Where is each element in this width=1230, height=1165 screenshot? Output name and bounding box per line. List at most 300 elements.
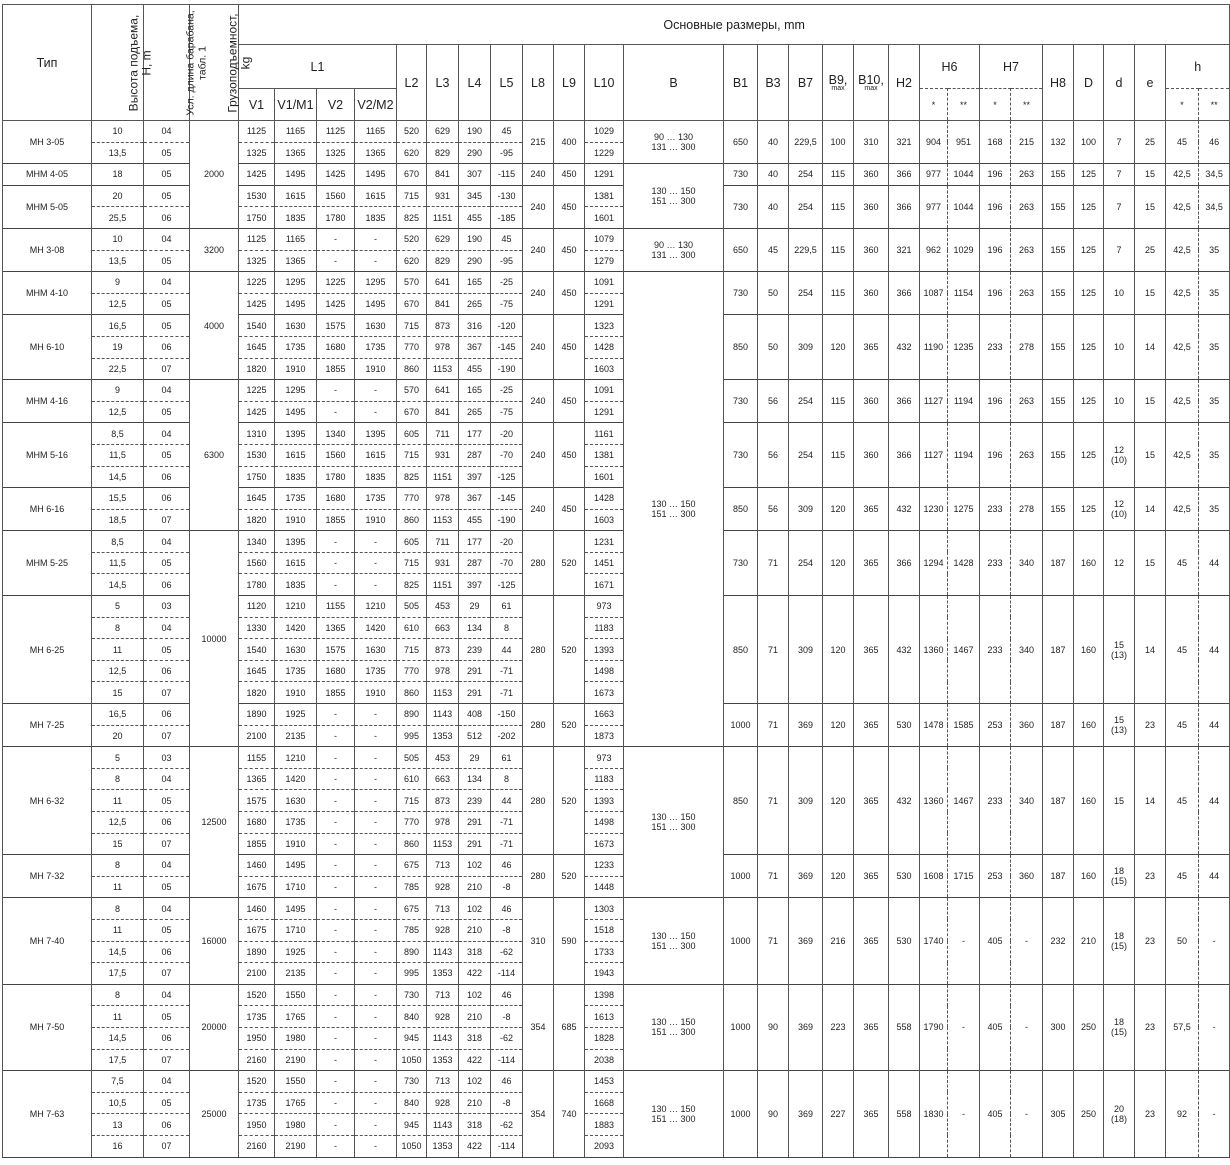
h7-star-value: 196 bbox=[980, 228, 1011, 271]
l1-value: 1420 bbox=[355, 617, 397, 639]
d-big-value: 125 bbox=[1074, 380, 1104, 423]
h7-double-star-value: 263 bbox=[1011, 423, 1043, 488]
h6-double-star-value: 1194 bbox=[948, 423, 980, 488]
l-value: 102 bbox=[459, 855, 491, 877]
l1-value: - bbox=[317, 963, 355, 985]
l-value: -115 bbox=[491, 164, 523, 186]
l1-value: 1550 bbox=[275, 1071, 317, 1093]
h6-star-value: 1230 bbox=[920, 488, 948, 531]
d-small-value bbox=[1104, 488, 1135, 531]
l1-value: 1225 bbox=[317, 272, 355, 294]
h8-value: 132 bbox=[1043, 121, 1074, 164]
d-small-value: 15 bbox=[1104, 747, 1135, 855]
l-value: -185 bbox=[491, 207, 523, 229]
l1-value: - bbox=[317, 790, 355, 812]
b10-value: 365 bbox=[854, 1071, 889, 1157]
h6-double-star-value: 1194 bbox=[948, 380, 980, 423]
l1-value: 2190 bbox=[275, 1135, 317, 1157]
l10-value: 1873 bbox=[585, 725, 624, 747]
type-name: MHM 4-05 bbox=[3, 164, 92, 186]
header-l2: L2 bbox=[397, 45, 427, 121]
l1-value: 1460 bbox=[239, 898, 275, 920]
l-value: 44 bbox=[491, 790, 523, 812]
l-value: 1143 bbox=[427, 941, 459, 963]
type-name: MHM 5-16 bbox=[3, 423, 92, 488]
b10-value: 365 bbox=[854, 898, 889, 984]
load-capacity-value: 6300 bbox=[190, 380, 239, 531]
d-small-main: 15 bbox=[1113, 639, 1124, 650]
l1-value: 1615 bbox=[275, 185, 317, 207]
drum-length-value: 07 bbox=[144, 833, 190, 855]
l1-value: - bbox=[355, 790, 397, 812]
header-l8: L8 bbox=[523, 45, 554, 121]
l-value: 453 bbox=[427, 747, 459, 769]
l8-value: 354 bbox=[523, 984, 554, 1070]
drum-length-value: 05 bbox=[144, 315, 190, 337]
h8-value: 187 bbox=[1043, 747, 1074, 855]
drum-length-value: 06 bbox=[144, 941, 190, 963]
l1-value: - bbox=[317, 401, 355, 423]
l10-value: 1183 bbox=[585, 768, 624, 790]
h2-value: 366 bbox=[889, 164, 920, 186]
d-big-value: 160 bbox=[1074, 531, 1104, 596]
h8-value: 232 bbox=[1043, 898, 1074, 984]
lift-height-value: 5 bbox=[92, 596, 144, 618]
l1-value: 1395 bbox=[275, 423, 317, 445]
l-value: 29 bbox=[459, 596, 491, 618]
drum-length-value: 07 bbox=[144, 1049, 190, 1071]
h7-star-value: 405 bbox=[980, 1071, 1011, 1157]
b7-value: 254 bbox=[789, 272, 823, 315]
e-value: 23 bbox=[1135, 1071, 1166, 1157]
l9-value: 590 bbox=[554, 898, 585, 984]
l1-value: 1835 bbox=[355, 466, 397, 488]
h7-double-star-value: 340 bbox=[1011, 596, 1043, 704]
l1-value: - bbox=[355, 380, 397, 402]
h7-double-star-value: 278 bbox=[1011, 488, 1043, 531]
l1-value: 1425 bbox=[239, 164, 275, 186]
l10-value: 1233 bbox=[585, 855, 624, 877]
l1-value: 1210 bbox=[275, 747, 317, 769]
l-value: 860 bbox=[397, 833, 427, 855]
l1-value: - bbox=[355, 747, 397, 769]
l-value: 840 bbox=[397, 1092, 427, 1114]
l9-value: 450 bbox=[554, 228, 585, 271]
h6-double-star-value: - bbox=[948, 898, 980, 984]
h7-double-star-value: 263 bbox=[1011, 380, 1043, 423]
l-value: 840 bbox=[397, 1006, 427, 1028]
l10-value: 1673 bbox=[585, 833, 624, 855]
b7-value: 309 bbox=[789, 747, 823, 855]
l1-value: - bbox=[355, 1114, 397, 1136]
h6-star-value: 1360 bbox=[920, 596, 948, 704]
header-max-note: max bbox=[864, 85, 878, 92]
l-value: 1153 bbox=[427, 509, 459, 531]
l1-value: - bbox=[355, 531, 397, 553]
l10-value: 1381 bbox=[585, 444, 624, 466]
l1-value: 1295 bbox=[355, 272, 397, 294]
type-name: MH 7-40 bbox=[3, 898, 92, 984]
b3-value: 56 bbox=[758, 488, 789, 531]
l10-value: 1091 bbox=[585, 380, 624, 402]
l1-value: - bbox=[355, 228, 397, 250]
l-value: 841 bbox=[427, 164, 459, 186]
drum-length-value: 06 bbox=[144, 704, 190, 726]
l-value: 102 bbox=[459, 1071, 491, 1093]
l-value: 265 bbox=[459, 293, 491, 315]
l9-value: 400 bbox=[554, 121, 585, 164]
l-value: -75 bbox=[491, 401, 523, 423]
l-value: -114 bbox=[491, 963, 523, 985]
b-range-value bbox=[624, 1071, 724, 1157]
l1-value: - bbox=[355, 984, 397, 1006]
l1-value: - bbox=[317, 984, 355, 1006]
l1-value: - bbox=[317, 768, 355, 790]
b3-value: 71 bbox=[758, 747, 789, 855]
lift-height-value: 16,5 bbox=[92, 315, 144, 337]
h2-value: 530 bbox=[889, 704, 920, 747]
l1-value: 1835 bbox=[275, 466, 317, 488]
l1-value: 1495 bbox=[275, 401, 317, 423]
l1-value: - bbox=[355, 1006, 397, 1028]
l1-value: - bbox=[355, 552, 397, 574]
b1-value: 1000 bbox=[724, 984, 758, 1070]
l10-value: 1029 bbox=[585, 121, 624, 143]
b10-value: 360 bbox=[854, 185, 889, 228]
lift-height-value: 11 bbox=[92, 876, 144, 898]
b7-value: 369 bbox=[789, 855, 823, 898]
b10-value: 365 bbox=[854, 488, 889, 531]
b7-value: 254 bbox=[789, 380, 823, 423]
l-value: -202 bbox=[491, 725, 523, 747]
type-name: MH 7-63 bbox=[3, 1071, 92, 1157]
l10-value: 1603 bbox=[585, 358, 624, 380]
l-value: 620 bbox=[397, 250, 427, 272]
l1-value: - bbox=[317, 704, 355, 726]
header-l1-v1-m1: V1/M1 bbox=[275, 89, 317, 121]
lift-height-value: 17,5 bbox=[92, 963, 144, 985]
drum-length-value: 05 bbox=[144, 293, 190, 315]
l-value: 367 bbox=[459, 488, 491, 510]
h-star-value: 57,5 bbox=[1166, 984, 1199, 1070]
l-value: 770 bbox=[397, 660, 427, 682]
d-small-alt: (13) bbox=[1110, 725, 1127, 736]
l-value: 512 bbox=[459, 725, 491, 747]
header-star-double: ** bbox=[1199, 89, 1230, 121]
lift-height-value: 15 bbox=[92, 682, 144, 704]
l-value: -62 bbox=[491, 1027, 523, 1049]
b-range-high: 151 … 300 bbox=[651, 941, 696, 952]
h2-value: 321 bbox=[889, 228, 920, 271]
drum-length-value: 05 bbox=[144, 250, 190, 272]
b3-value: 71 bbox=[758, 596, 789, 704]
b10-value: 365 bbox=[854, 855, 889, 898]
lift-height-value: 11 bbox=[92, 1006, 144, 1028]
h7-star-value: 168 bbox=[980, 121, 1011, 164]
table-row bbox=[3, 315, 1230, 337]
l1-value: - bbox=[317, 725, 355, 747]
l-value: 102 bbox=[459, 984, 491, 1006]
l1-value: 1615 bbox=[275, 444, 317, 466]
h-star-value: 45 bbox=[1166, 596, 1199, 704]
h2-value: 432 bbox=[889, 596, 920, 704]
l10-value: 1603 bbox=[585, 509, 624, 531]
b-range-value bbox=[624, 164, 724, 229]
l1-value: - bbox=[355, 1027, 397, 1049]
l1-value: - bbox=[317, 747, 355, 769]
b-range-low: 130 … 150 bbox=[651, 812, 696, 823]
l8-value: 354 bbox=[523, 1071, 554, 1157]
b10-value: 360 bbox=[854, 272, 889, 315]
h6-star-value: 1478 bbox=[920, 704, 948, 747]
lift-height-value: 20 bbox=[92, 725, 144, 747]
table-row bbox=[3, 185, 1230, 207]
b3-value: 40 bbox=[758, 164, 789, 186]
l1-value: 1855 bbox=[239, 833, 275, 855]
l1-value: 1835 bbox=[275, 207, 317, 229]
l10-value: 1883 bbox=[585, 1114, 624, 1136]
header-star-double: ** bbox=[1011, 89, 1043, 121]
l-value: 422 bbox=[459, 1049, 491, 1071]
l-value: 785 bbox=[397, 919, 427, 941]
h8-value: 155 bbox=[1043, 164, 1074, 186]
b7-value: 309 bbox=[789, 596, 823, 704]
b1-value: 730 bbox=[724, 185, 758, 228]
l9-value: 450 bbox=[554, 488, 585, 531]
header-l1-v2: V2 bbox=[317, 89, 355, 121]
h-double-star-value: 35 bbox=[1199, 272, 1230, 315]
d-small-main: 15 bbox=[1113, 715, 1124, 726]
l1-value: 2135 bbox=[275, 963, 317, 985]
l-value: 711 bbox=[427, 423, 459, 445]
table-row bbox=[3, 423, 1230, 445]
l-value: -20 bbox=[491, 531, 523, 553]
h8-value: 155 bbox=[1043, 185, 1074, 228]
table-row bbox=[3, 747, 1230, 769]
drum-length-value: 05 bbox=[144, 639, 190, 661]
l1-value: 1630 bbox=[275, 639, 317, 661]
b-range-value bbox=[624, 272, 724, 747]
load-capacity-value: 20000 bbox=[190, 984, 239, 1070]
l1-value: 1820 bbox=[239, 509, 275, 531]
l1-value: 1855 bbox=[317, 682, 355, 704]
b-range-low: 130 … 150 bbox=[651, 931, 696, 942]
b10-value: 310 bbox=[854, 121, 889, 164]
b-range-value bbox=[624, 984, 724, 1070]
l10-value: 1091 bbox=[585, 272, 624, 294]
l10-value: 1673 bbox=[585, 682, 624, 704]
h6-double-star-value: 1428 bbox=[948, 531, 980, 596]
l1-value: - bbox=[317, 855, 355, 877]
l-value: 1353 bbox=[427, 1049, 459, 1071]
l1-value: 1365 bbox=[275, 250, 317, 272]
l-value: 102 bbox=[459, 898, 491, 920]
l-value: 860 bbox=[397, 358, 427, 380]
h2-value: 366 bbox=[889, 272, 920, 315]
l1-value: 1680 bbox=[317, 488, 355, 510]
l-value: 505 bbox=[397, 747, 427, 769]
header-l1-v1: V1 bbox=[239, 89, 275, 121]
b-range-high: 151 … 300 bbox=[651, 509, 696, 520]
l-value: 1151 bbox=[427, 574, 459, 596]
dimensions-table bbox=[2, 4, 1230, 1158]
l1-value: 1910 bbox=[355, 358, 397, 380]
l-value: 675 bbox=[397, 898, 427, 920]
h-double-star-value: 35 bbox=[1199, 228, 1230, 271]
l1-value: 1910 bbox=[275, 833, 317, 855]
l1-value: 2160 bbox=[239, 1135, 275, 1157]
l-value: 713 bbox=[427, 1071, 459, 1093]
l10-value: 1428 bbox=[585, 336, 624, 358]
l-value: 873 bbox=[427, 639, 459, 661]
l1-value: 1630 bbox=[275, 790, 317, 812]
h7-double-star-value: 278 bbox=[1011, 315, 1043, 380]
l-value: -20 bbox=[491, 423, 523, 445]
header-star-single: * bbox=[1166, 89, 1199, 121]
drum-length-value: 07 bbox=[144, 1135, 190, 1157]
l-value: 318 bbox=[459, 1027, 491, 1049]
l-value: 1153 bbox=[427, 833, 459, 855]
l1-value: 1425 bbox=[317, 293, 355, 315]
b1-value: 730 bbox=[724, 531, 758, 596]
l-value: 931 bbox=[427, 185, 459, 207]
d-big-value: 210 bbox=[1074, 898, 1104, 984]
l1-value: 1540 bbox=[239, 315, 275, 337]
l-value: 641 bbox=[427, 380, 459, 402]
l1-value: - bbox=[355, 1092, 397, 1114]
l9-value: 450 bbox=[554, 272, 585, 315]
lift-height-value: 11,5 bbox=[92, 444, 144, 466]
l-value: 663 bbox=[427, 617, 459, 639]
l1-value: 1645 bbox=[239, 488, 275, 510]
l1-value: 1835 bbox=[275, 574, 317, 596]
l9-value: 450 bbox=[554, 185, 585, 228]
b9-value: 115 bbox=[823, 423, 854, 488]
b3-value: 40 bbox=[758, 185, 789, 228]
l-value: -145 bbox=[491, 488, 523, 510]
l8-value: 240 bbox=[523, 164, 554, 186]
type-name: MH 3-08 bbox=[3, 228, 92, 271]
header-h7: H7 bbox=[980, 45, 1043, 89]
l1-value: 1735 bbox=[239, 1006, 275, 1028]
header-l5: L5 bbox=[491, 45, 523, 121]
l-value: 860 bbox=[397, 682, 427, 704]
h7-double-star-value: 263 bbox=[1011, 164, 1043, 186]
load-capacity-value: 3200 bbox=[190, 228, 239, 271]
lift-height-value: 8 bbox=[92, 984, 144, 1006]
l-value: 46 bbox=[491, 855, 523, 877]
drum-length-value: 05 bbox=[144, 444, 190, 466]
l1-value: 1125 bbox=[239, 121, 275, 143]
b1-value: 730 bbox=[724, 380, 758, 423]
l-value: 873 bbox=[427, 790, 459, 812]
d-big-value: 250 bbox=[1074, 1071, 1104, 1157]
drum-length-value: 05 bbox=[144, 1006, 190, 1028]
l1-value: 1225 bbox=[239, 272, 275, 294]
l-value: 825 bbox=[397, 466, 427, 488]
h7-double-star-value: 340 bbox=[1011, 747, 1043, 855]
d-big-value: 125 bbox=[1074, 228, 1104, 271]
drum-length-value: 05 bbox=[144, 552, 190, 574]
lift-height-value: 20 bbox=[92, 185, 144, 207]
l1-value: 1615 bbox=[355, 444, 397, 466]
l1-value: - bbox=[355, 941, 397, 963]
h6-double-star-value: 1467 bbox=[948, 747, 980, 855]
l10-value: 1291 bbox=[585, 164, 624, 186]
h7-double-star-value: 263 bbox=[1011, 228, 1043, 271]
lift-height-value: 16 bbox=[92, 1135, 144, 1157]
b-range-value bbox=[624, 898, 724, 984]
lift-height-value: 10 bbox=[92, 228, 144, 250]
h7-star-value: 233 bbox=[980, 596, 1011, 704]
l1-value: 2160 bbox=[239, 1049, 275, 1071]
h2-value: 432 bbox=[889, 488, 920, 531]
l1-value: 1560 bbox=[317, 185, 355, 207]
l8-value: 240 bbox=[523, 423, 554, 488]
d-small-value bbox=[1104, 423, 1135, 488]
l10-value: 1613 bbox=[585, 1006, 624, 1028]
header-b: B bbox=[624, 45, 724, 121]
lift-height-value: 8 bbox=[92, 855, 144, 877]
l-value: -62 bbox=[491, 1114, 523, 1136]
l10-value: 1518 bbox=[585, 919, 624, 941]
h-star-value: 45 bbox=[1166, 531, 1199, 596]
lift-height-value: 7,5 bbox=[92, 1071, 144, 1093]
l-value: 715 bbox=[397, 185, 427, 207]
l-value: 307 bbox=[459, 164, 491, 186]
l10-value: 1663 bbox=[585, 704, 624, 726]
h6-star-value: 1087 bbox=[920, 272, 948, 315]
h8-value: 155 bbox=[1043, 488, 1074, 531]
l-value: 1143 bbox=[427, 1114, 459, 1136]
b9-value: 115 bbox=[823, 228, 854, 271]
l1-value: 1155 bbox=[317, 596, 355, 618]
l1-value: 1910 bbox=[355, 509, 397, 531]
d-small-alt: (18) bbox=[1110, 1113, 1127, 1124]
h8-value: 155 bbox=[1043, 272, 1074, 315]
l-value: 931 bbox=[427, 552, 459, 574]
l-value: 978 bbox=[427, 336, 459, 358]
lift-height-value: 11,5 bbox=[92, 552, 144, 574]
b3-value: 56 bbox=[758, 423, 789, 488]
l1-value: 1295 bbox=[275, 272, 317, 294]
b1-value: 1000 bbox=[724, 898, 758, 984]
drum-length-value: 05 bbox=[144, 919, 190, 941]
h8-value: 155 bbox=[1043, 315, 1074, 380]
h8-value: 187 bbox=[1043, 596, 1074, 704]
h-star-value: 42,5 bbox=[1166, 380, 1199, 423]
h7-star-value: 196 bbox=[980, 164, 1011, 186]
l1-value: - bbox=[317, 833, 355, 855]
d-big-value: 160 bbox=[1074, 855, 1104, 898]
b-range-low: 130 … 150 bbox=[651, 499, 696, 510]
l-value: 318 bbox=[459, 1114, 491, 1136]
b7-value: 254 bbox=[789, 423, 823, 488]
l1-value: 1310 bbox=[239, 423, 275, 445]
drum-length-value: 04 bbox=[144, 423, 190, 445]
h-double-star-value: - bbox=[1199, 1071, 1230, 1157]
table-row bbox=[3, 855, 1230, 877]
l1-value: 1365 bbox=[317, 617, 355, 639]
d-small-value bbox=[1104, 855, 1135, 898]
h7-star-value: 196 bbox=[980, 380, 1011, 423]
l1-value: 2190 bbox=[275, 1049, 317, 1071]
l-value: -145 bbox=[491, 336, 523, 358]
l10-value: 973 bbox=[585, 747, 624, 769]
l-value: -75 bbox=[491, 293, 523, 315]
b10-value: 365 bbox=[854, 747, 889, 855]
b3-value: 40 bbox=[758, 121, 789, 164]
